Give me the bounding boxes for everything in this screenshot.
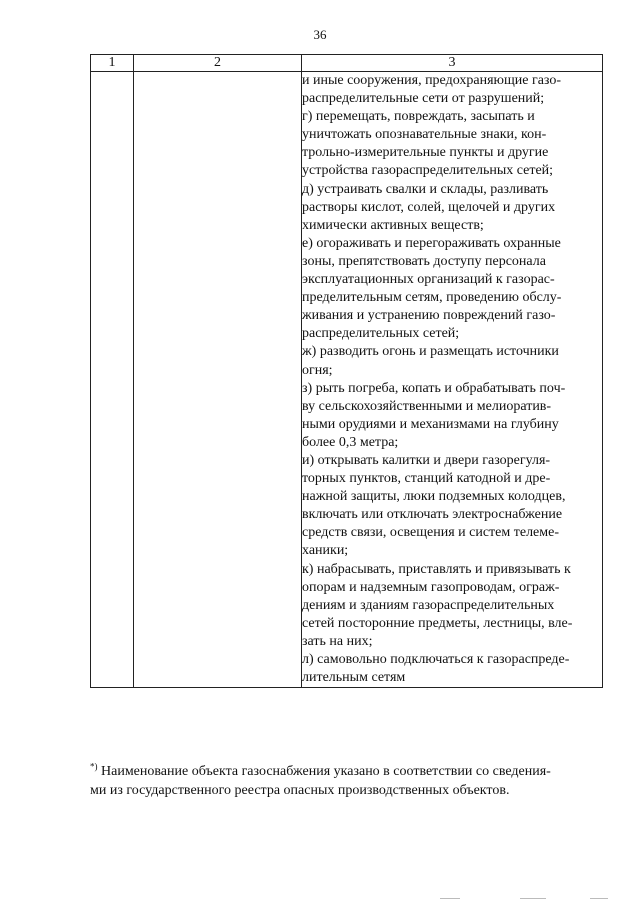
document-table <box>90 54 603 688</box>
page-number: 36 <box>313 27 327 42</box>
text-line: пределительным сетям, проведению обслу- <box>302 290 562 306</box>
text-line: ханики; <box>302 543 349 559</box>
column-header-2: 2 <box>134 55 302 72</box>
text-line: нажной защиты, люки подземных колодцев, <box>302 489 566 505</box>
column-header-3: 3 <box>302 55 603 72</box>
table-cell-col2 <box>134 72 302 688</box>
text-line: торных пунктов, станций катодной и дре- <box>302 471 551 487</box>
text-line: л) самовольно подключаться к газораспреде- <box>302 652 570 667</box>
table-cell-col1 <box>91 72 134 688</box>
scan-mark <box>590 898 608 899</box>
text-line: зать на них; <box>302 633 373 649</box>
text-line: д) устраивать свалки и склады, разливать <box>302 181 549 197</box>
text-line: живания и устранению повреждений газо- <box>302 308 556 324</box>
text-line: устройства газораспределительных сетей; <box>302 163 554 179</box>
footnote-text: Наименование объекта газоснабжения указано в соответствии со сведения- <box>101 764 551 779</box>
text-line: ву сельскохозяйственными и мелиоратив- <box>302 398 552 414</box>
text-line: ж) разводить огонь и размещать источники <box>302 344 559 360</box>
text-line: опорам и надземным газопроводам, ограж- <box>302 579 560 595</box>
text-line: средств связи, освещения и систем телеме- <box>302 525 560 541</box>
footnote-line <box>90 762 610 781</box>
footnote-line: ми из государственного реестра опасных производственных объектов. <box>90 783 510 798</box>
text-line: г) перемещать, повреждать, засыпать и <box>302 109 535 125</box>
text-line: уничтожать опознавательные знаки, кон- <box>302 127 547 143</box>
text-line: сетей посторонние предметы, лестницы, вле- <box>302 615 573 631</box>
text-line: и) открывать калитки и двери газорегуля- <box>302 452 551 468</box>
text-line: зоны, препятствовать доступу персонала <box>302 253 546 269</box>
text-line: лительным сетям <box>302 670 406 686</box>
text-line: огня; <box>302 362 333 378</box>
table-row <box>91 72 603 688</box>
text-line: эксплуатационных организаций к газорас- <box>302 272 555 288</box>
text-line: к) набрасывать, приставлять и привязывать к <box>302 561 571 577</box>
text-line: распределительные сети от разрушений; <box>302 91 545 107</box>
text-line: дениям и зданиям газораспределительных <box>302 597 555 613</box>
text-line: включать или отключать электроснабжение <box>302 507 563 523</box>
footnote-marker: *) <box>90 761 98 772</box>
text-line: более 0,3 метра; <box>302 434 399 450</box>
footnote <box>90 762 610 800</box>
table-cell-col3 <box>302 72 603 688</box>
scan-mark <box>440 898 460 899</box>
text-line: з) рыть погреба, копать и обрабатывать поч- <box>302 380 566 396</box>
text-line: ными орудиями и механизмами на глубину <box>302 416 559 432</box>
text-line: е) огораживать и перегораживать охранные <box>302 235 561 251</box>
text-line: химически активных веществ; <box>302 217 484 233</box>
text-line: растворы кислот, солей, щелочей и других <box>302 199 556 215</box>
scan-mark <box>520 898 546 899</box>
column-header-1: 1 <box>91 55 134 72</box>
text-line: трольно-измерительные пункты и другие <box>302 145 549 161</box>
text-line: и иные сооружения, предохраняющие газо- <box>302 73 562 88</box>
text-line: распределительных сетей; <box>302 326 460 342</box>
table-header-row <box>91 55 603 72</box>
